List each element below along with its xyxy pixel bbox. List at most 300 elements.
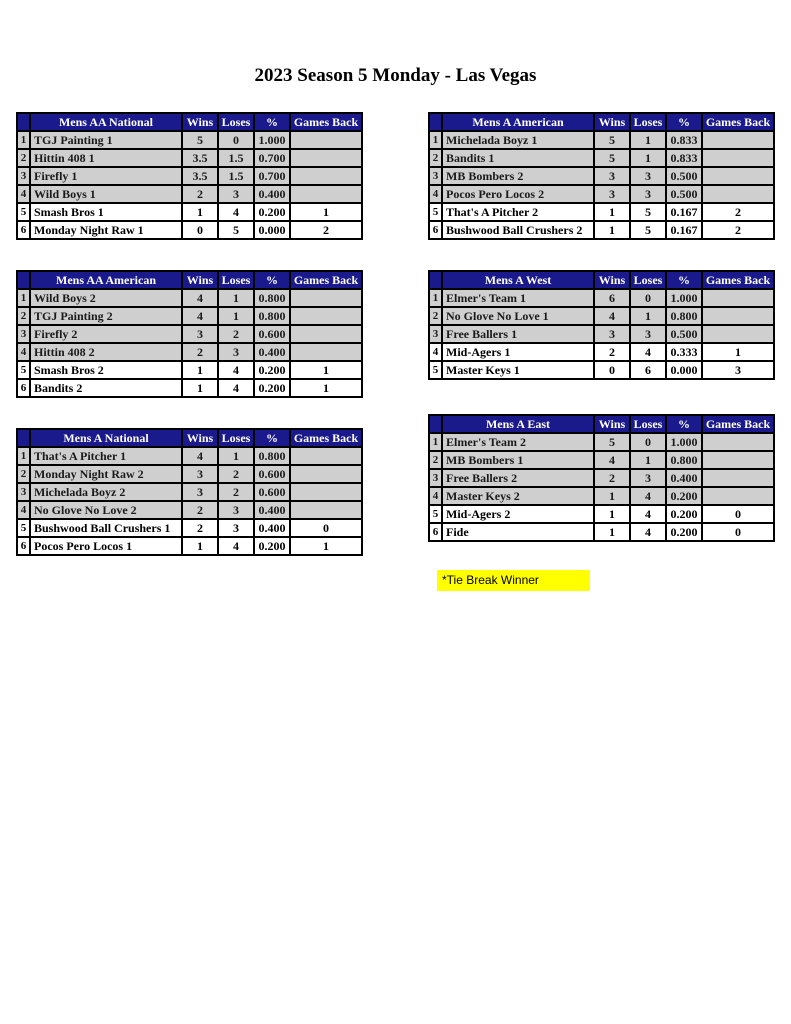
column-header-pct: % xyxy=(254,429,290,447)
corner-cell xyxy=(17,429,30,447)
wins-cell: 5 xyxy=(594,131,630,149)
pct-cell: 1.000 xyxy=(666,433,702,451)
games-back-cell xyxy=(290,343,362,361)
header-row xyxy=(17,113,362,131)
wins-cell: 1 xyxy=(594,487,630,505)
rank-cell: 5 xyxy=(17,519,30,537)
table-title: Mens A East xyxy=(442,415,594,433)
team-row xyxy=(429,307,774,325)
corner-cell xyxy=(17,271,30,289)
team-row xyxy=(429,221,774,239)
loses-cell: 3 xyxy=(630,185,666,203)
games-back-cell xyxy=(290,289,362,307)
team-name-cell: Mid-Agers 1 xyxy=(442,343,594,361)
games-back-cell xyxy=(290,307,362,325)
team-name-cell: Mid-Agers 2 xyxy=(442,505,594,523)
loses-cell: 5 xyxy=(630,203,666,221)
wins-cell: 2 xyxy=(182,185,218,203)
column-header-wins: Wins xyxy=(594,415,630,433)
loses-cell: 4 xyxy=(218,537,254,555)
team-name-cell: Bandits 1 xyxy=(442,149,594,167)
team-row xyxy=(17,289,362,307)
games-back-cell: 1 xyxy=(702,343,774,361)
standings-grid xyxy=(16,428,363,556)
team-row xyxy=(429,343,774,361)
rank-cell: 1 xyxy=(17,131,30,149)
header-row xyxy=(17,271,362,289)
team-name-cell: Elmer's Team 2 xyxy=(442,433,594,451)
games-back-cell xyxy=(702,433,774,451)
team-name-cell: Master Keys 2 xyxy=(442,487,594,505)
games-back-cell xyxy=(702,289,774,307)
loses-cell: 5 xyxy=(218,221,254,239)
rank-cell: 6 xyxy=(17,221,30,239)
rank-cell: 1 xyxy=(429,289,442,307)
pct-cell: 0.800 xyxy=(666,451,702,469)
games-back-cell: 0 xyxy=(702,523,774,541)
loses-cell: 0 xyxy=(630,289,666,307)
column-header-wins: Wins xyxy=(594,113,630,131)
column-header-games-back: Games Back xyxy=(290,271,362,289)
pct-cell: 0.400 xyxy=(254,519,290,537)
column-header-games-back: Games Back xyxy=(290,429,362,447)
games-back-cell xyxy=(290,325,362,343)
pct-cell: 0.600 xyxy=(254,483,290,501)
rank-cell: 3 xyxy=(17,167,30,185)
wins-cell: 5 xyxy=(594,149,630,167)
wins-cell: 2 xyxy=(594,469,630,487)
loses-cell: 0 xyxy=(218,131,254,149)
column-header-loses: Loses xyxy=(630,415,666,433)
column-header-loses: Loses xyxy=(630,113,666,131)
rank-cell: 5 xyxy=(429,505,442,523)
games-back-cell xyxy=(702,325,774,343)
wins-cell: 2 xyxy=(182,501,218,519)
team-row xyxy=(429,167,774,185)
pct-cell: 0.000 xyxy=(254,221,290,239)
games-back-cell xyxy=(290,501,362,519)
pct-cell: 0.800 xyxy=(254,289,290,307)
pct-cell: 0.200 xyxy=(254,203,290,221)
loses-cell: 1 xyxy=(630,131,666,149)
loses-cell: 3 xyxy=(218,343,254,361)
team-name-cell: Bushwood Ball Crushers 1 xyxy=(30,519,182,537)
pct-cell: 0.600 xyxy=(254,325,290,343)
team-row xyxy=(429,325,774,343)
table-title: Mens A West xyxy=(442,271,594,289)
team-name-cell: Smash Bros 2 xyxy=(30,361,182,379)
games-back-cell: 2 xyxy=(290,221,362,239)
rank-cell: 4 xyxy=(17,185,30,203)
rank-cell: 2 xyxy=(17,307,30,325)
pct-cell: 0.167 xyxy=(666,221,702,239)
column-header-loses: Loses xyxy=(218,271,254,289)
loses-cell: 0 xyxy=(630,433,666,451)
rank-cell: 2 xyxy=(429,307,442,325)
games-back-cell xyxy=(290,149,362,167)
standings-table-mens-a-west xyxy=(428,270,775,380)
team-row xyxy=(429,185,774,203)
wins-cell: 1 xyxy=(182,203,218,221)
pct-cell: 0.500 xyxy=(666,325,702,343)
team-row xyxy=(17,465,362,483)
pct-cell: 0.200 xyxy=(666,487,702,505)
standings-table-mens-a-national xyxy=(16,428,363,556)
rank-cell: 2 xyxy=(17,465,30,483)
table-title: Mens AA American xyxy=(30,271,182,289)
team-name-cell: Wild Boys 2 xyxy=(30,289,182,307)
team-row xyxy=(17,307,362,325)
loses-cell: 3 xyxy=(218,501,254,519)
standings-table-mens-aa-national xyxy=(16,112,363,240)
corner-cell xyxy=(429,113,442,131)
pct-cell: 0.400 xyxy=(666,469,702,487)
team-name-cell: Smash Bros 1 xyxy=(30,203,182,221)
corner-cell xyxy=(429,415,442,433)
rank-cell: 6 xyxy=(429,523,442,541)
loses-cell: 1.5 xyxy=(218,167,254,185)
rank-cell: 1 xyxy=(429,433,442,451)
rank-cell: 4 xyxy=(429,343,442,361)
column-header-loses: Loses xyxy=(630,271,666,289)
column-header-loses: Loses xyxy=(218,429,254,447)
team-name-cell: No Glove No Love 2 xyxy=(30,501,182,519)
pct-cell: 0.200 xyxy=(254,537,290,555)
rank-cell: 3 xyxy=(429,325,442,343)
standings-grid xyxy=(16,112,363,240)
column-header-pct: % xyxy=(254,113,290,131)
corner-cell xyxy=(17,113,30,131)
games-back-cell xyxy=(290,447,362,465)
pct-cell: 0.200 xyxy=(254,379,290,397)
wins-cell: 3 xyxy=(182,465,218,483)
rank-cell: 1 xyxy=(17,289,30,307)
rank-cell: 3 xyxy=(17,483,30,501)
loses-cell: 2 xyxy=(218,325,254,343)
rank-cell: 4 xyxy=(17,501,30,519)
loses-cell: 1.5 xyxy=(218,149,254,167)
team-row xyxy=(17,185,362,203)
team-name-cell: Fide xyxy=(442,523,594,541)
pct-cell: 0.200 xyxy=(666,505,702,523)
loses-cell: 3 xyxy=(630,325,666,343)
wins-cell: 1 xyxy=(594,505,630,523)
team-row xyxy=(17,537,362,555)
team-name-cell: Free Ballers 2 xyxy=(442,469,594,487)
games-back-cell xyxy=(290,483,362,501)
wins-cell: 4 xyxy=(594,451,630,469)
wins-cell: 0 xyxy=(182,221,218,239)
team-name-cell: Michelada Boyz 1 xyxy=(442,131,594,149)
wins-cell: 4 xyxy=(182,307,218,325)
wins-cell: 2 xyxy=(182,343,218,361)
wins-cell: 5 xyxy=(182,131,218,149)
header-row xyxy=(429,271,774,289)
team-name-cell: Pocos Pero Locos 2 xyxy=(442,185,594,203)
column-header-pct: % xyxy=(666,271,702,289)
team-name-cell: Hittin 408 1 xyxy=(30,149,182,167)
pct-cell: 0.400 xyxy=(254,501,290,519)
team-row xyxy=(17,447,362,465)
wins-cell: 1 xyxy=(182,361,218,379)
column-header-games-back: Games Back xyxy=(702,415,774,433)
rank-cell: 5 xyxy=(429,203,442,221)
rank-cell: 6 xyxy=(17,537,30,555)
wins-cell: 1 xyxy=(182,537,218,555)
header-row xyxy=(17,429,362,447)
games-back-cell: 1 xyxy=(290,537,362,555)
games-back-cell xyxy=(702,451,774,469)
team-row xyxy=(429,361,774,379)
wins-cell: 5 xyxy=(594,433,630,451)
team-name-cell: No Glove No Love 1 xyxy=(442,307,594,325)
team-row xyxy=(17,221,362,239)
team-name-cell: MB Bombers 1 xyxy=(442,451,594,469)
pct-cell: 0.600 xyxy=(254,465,290,483)
wins-cell: 3.5 xyxy=(182,167,218,185)
games-back-cell xyxy=(702,185,774,203)
loses-cell: 3 xyxy=(218,185,254,203)
team-name-cell: That's A Pitcher 2 xyxy=(442,203,594,221)
rank-cell: 4 xyxy=(429,185,442,203)
standings-grid xyxy=(428,414,775,542)
team-row xyxy=(17,519,362,537)
games-back-cell: 2 xyxy=(702,221,774,239)
pct-cell: 0.400 xyxy=(254,185,290,203)
team-row xyxy=(429,433,774,451)
column-header-games-back: Games Back xyxy=(702,113,774,131)
team-name-cell: Pocos Pero Locos 1 xyxy=(30,537,182,555)
team-name-cell: Monday Night Raw 2 xyxy=(30,465,182,483)
wins-cell: 2 xyxy=(182,519,218,537)
wins-cell: 3.5 xyxy=(182,149,218,167)
standings-table-mens-aa-american xyxy=(16,270,363,398)
games-back-cell xyxy=(702,487,774,505)
standings-grid xyxy=(428,112,775,240)
team-name-cell: Bushwood Ball Crushers 2 xyxy=(442,221,594,239)
team-row xyxy=(17,167,362,185)
wins-cell: 1 xyxy=(594,203,630,221)
tie-break-note: *Tie Break Winner xyxy=(437,570,590,591)
team-name-cell: Wild Boys 1 xyxy=(30,185,182,203)
games-back-cell: 2 xyxy=(702,203,774,221)
pct-cell: 0.833 xyxy=(666,149,702,167)
pct-cell: 0.800 xyxy=(254,307,290,325)
loses-cell: 1 xyxy=(218,289,254,307)
loses-cell: 2 xyxy=(218,483,254,501)
column-header-pct: % xyxy=(666,415,702,433)
wins-cell: 3 xyxy=(594,167,630,185)
games-back-cell xyxy=(290,465,362,483)
loses-cell: 2 xyxy=(218,465,254,483)
team-name-cell: Master Keys 1 xyxy=(442,361,594,379)
wins-cell: 3 xyxy=(182,483,218,501)
games-back-cell xyxy=(290,167,362,185)
wins-cell: 1 xyxy=(594,221,630,239)
team-row xyxy=(429,131,774,149)
header-row xyxy=(429,415,774,433)
team-row xyxy=(17,379,362,397)
rank-cell: 5 xyxy=(17,361,30,379)
team-name-cell: Michelada Boyz 2 xyxy=(30,483,182,501)
team-row xyxy=(429,505,774,523)
pct-cell: 0.000 xyxy=(666,361,702,379)
games-back-cell xyxy=(702,167,774,185)
header-row xyxy=(429,113,774,131)
team-row xyxy=(429,149,774,167)
pct-cell: 0.700 xyxy=(254,149,290,167)
loses-cell: 3 xyxy=(630,167,666,185)
standings-grid xyxy=(16,270,363,398)
table-title: Mens AA National xyxy=(30,113,182,131)
pct-cell: 0.333 xyxy=(666,343,702,361)
rank-cell: 1 xyxy=(429,131,442,149)
column-header-games-back: Games Back xyxy=(290,113,362,131)
pct-cell: 0.500 xyxy=(666,185,702,203)
rank-cell: 2 xyxy=(17,149,30,167)
column-header-pct: % xyxy=(666,113,702,131)
loses-cell: 1 xyxy=(218,447,254,465)
rank-cell: 3 xyxy=(429,469,442,487)
pct-cell: 1.000 xyxy=(666,289,702,307)
column-header-pct: % xyxy=(254,271,290,289)
rank-cell: 6 xyxy=(17,379,30,397)
rank-cell: 3 xyxy=(17,325,30,343)
loses-cell: 1 xyxy=(218,307,254,325)
games-back-cell xyxy=(702,469,774,487)
pct-cell: 0.400 xyxy=(254,343,290,361)
team-name-cell: TGJ Painting 1 xyxy=(30,131,182,149)
wins-cell: 0 xyxy=(594,361,630,379)
games-back-cell xyxy=(290,131,362,149)
team-name-cell: Firefly 1 xyxy=(30,167,182,185)
loses-cell: 1 xyxy=(630,149,666,167)
pct-cell: 0.700 xyxy=(254,167,290,185)
wins-cell: 6 xyxy=(594,289,630,307)
rank-cell: 1 xyxy=(17,447,30,465)
games-back-cell: 0 xyxy=(290,519,362,537)
page-title: 2023 Season 5 Monday - Las Vegas xyxy=(254,65,537,86)
table-title: Mens A American xyxy=(442,113,594,131)
pct-cell: 1.000 xyxy=(254,131,290,149)
standings-table-mens-a-american xyxy=(428,112,775,240)
wins-cell: 3 xyxy=(594,325,630,343)
pct-cell: 0.833 xyxy=(666,131,702,149)
games-back-cell xyxy=(290,185,362,203)
team-name-cell: Free Ballers 1 xyxy=(442,325,594,343)
team-row xyxy=(429,487,774,505)
column-header-games-back: Games Back xyxy=(702,271,774,289)
standings-grid xyxy=(428,270,775,380)
team-row xyxy=(17,203,362,221)
games-back-cell: 3 xyxy=(702,361,774,379)
team-name-cell: Hittin 408 2 xyxy=(30,343,182,361)
corner-cell xyxy=(429,271,442,289)
loses-cell: 1 xyxy=(630,451,666,469)
team-row xyxy=(17,131,362,149)
team-row xyxy=(17,149,362,167)
rank-cell: 5 xyxy=(429,361,442,379)
wins-cell: 4 xyxy=(182,447,218,465)
team-name-cell: Bandits 2 xyxy=(30,379,182,397)
column-header-wins: Wins xyxy=(594,271,630,289)
loses-cell: 1 xyxy=(630,307,666,325)
loses-cell: 4 xyxy=(630,523,666,541)
team-row xyxy=(429,289,774,307)
loses-cell: 4 xyxy=(630,505,666,523)
team-name-cell: Monday Night Raw 1 xyxy=(30,221,182,239)
loses-cell: 3 xyxy=(218,519,254,537)
pct-cell: 0.800 xyxy=(254,447,290,465)
wins-cell: 1 xyxy=(594,523,630,541)
loses-cell: 4 xyxy=(218,361,254,379)
loses-cell: 4 xyxy=(218,379,254,397)
wins-cell: 4 xyxy=(594,307,630,325)
loses-cell: 4 xyxy=(630,487,666,505)
standings-table-mens-a-east xyxy=(428,414,775,542)
team-row xyxy=(17,343,362,361)
team-name-cell: MB Bombers 2 xyxy=(442,167,594,185)
rank-cell: 3 xyxy=(429,167,442,185)
wins-cell: 1 xyxy=(182,379,218,397)
pct-cell: 0.200 xyxy=(254,361,290,379)
column-header-loses: Loses xyxy=(218,113,254,131)
games-back-cell: 1 xyxy=(290,203,362,221)
games-back-cell: 1 xyxy=(290,361,362,379)
wins-cell: 2 xyxy=(594,343,630,361)
wins-cell: 4 xyxy=(182,289,218,307)
rank-cell: 6 xyxy=(429,221,442,239)
column-header-wins: Wins xyxy=(182,271,218,289)
team-name-cell: Elmer's Team 1 xyxy=(442,289,594,307)
team-row xyxy=(17,501,362,519)
column-header-wins: Wins xyxy=(182,429,218,447)
loses-cell: 6 xyxy=(630,361,666,379)
wins-cell: 3 xyxy=(182,325,218,343)
team-row xyxy=(17,325,362,343)
loses-cell: 5 xyxy=(630,221,666,239)
games-back-cell xyxy=(702,131,774,149)
loses-cell: 4 xyxy=(630,343,666,361)
wins-cell: 3 xyxy=(594,185,630,203)
games-back-cell xyxy=(702,149,774,167)
rank-cell: 4 xyxy=(17,343,30,361)
rank-cell: 4 xyxy=(429,487,442,505)
team-name-cell: That's A Pitcher 1 xyxy=(30,447,182,465)
games-back-cell: 1 xyxy=(290,379,362,397)
loses-cell: 4 xyxy=(218,203,254,221)
team-row xyxy=(429,523,774,541)
column-header-wins: Wins xyxy=(182,113,218,131)
pct-cell: 0.167 xyxy=(666,203,702,221)
team-name-cell: TGJ Painting 2 xyxy=(30,307,182,325)
loses-cell: 3 xyxy=(630,469,666,487)
games-back-cell xyxy=(702,307,774,325)
rank-cell: 2 xyxy=(429,149,442,167)
team-name-cell: Firefly 2 xyxy=(30,325,182,343)
rank-cell: 2 xyxy=(429,451,442,469)
rank-cell: 5 xyxy=(17,203,30,221)
team-row xyxy=(429,451,774,469)
team-row xyxy=(429,203,774,221)
pct-cell: 0.500 xyxy=(666,167,702,185)
team-row xyxy=(429,469,774,487)
pct-cell: 0.800 xyxy=(666,307,702,325)
team-row xyxy=(17,483,362,501)
table-title: Mens A National xyxy=(30,429,182,447)
pct-cell: 0.200 xyxy=(666,523,702,541)
team-row xyxy=(17,361,362,379)
